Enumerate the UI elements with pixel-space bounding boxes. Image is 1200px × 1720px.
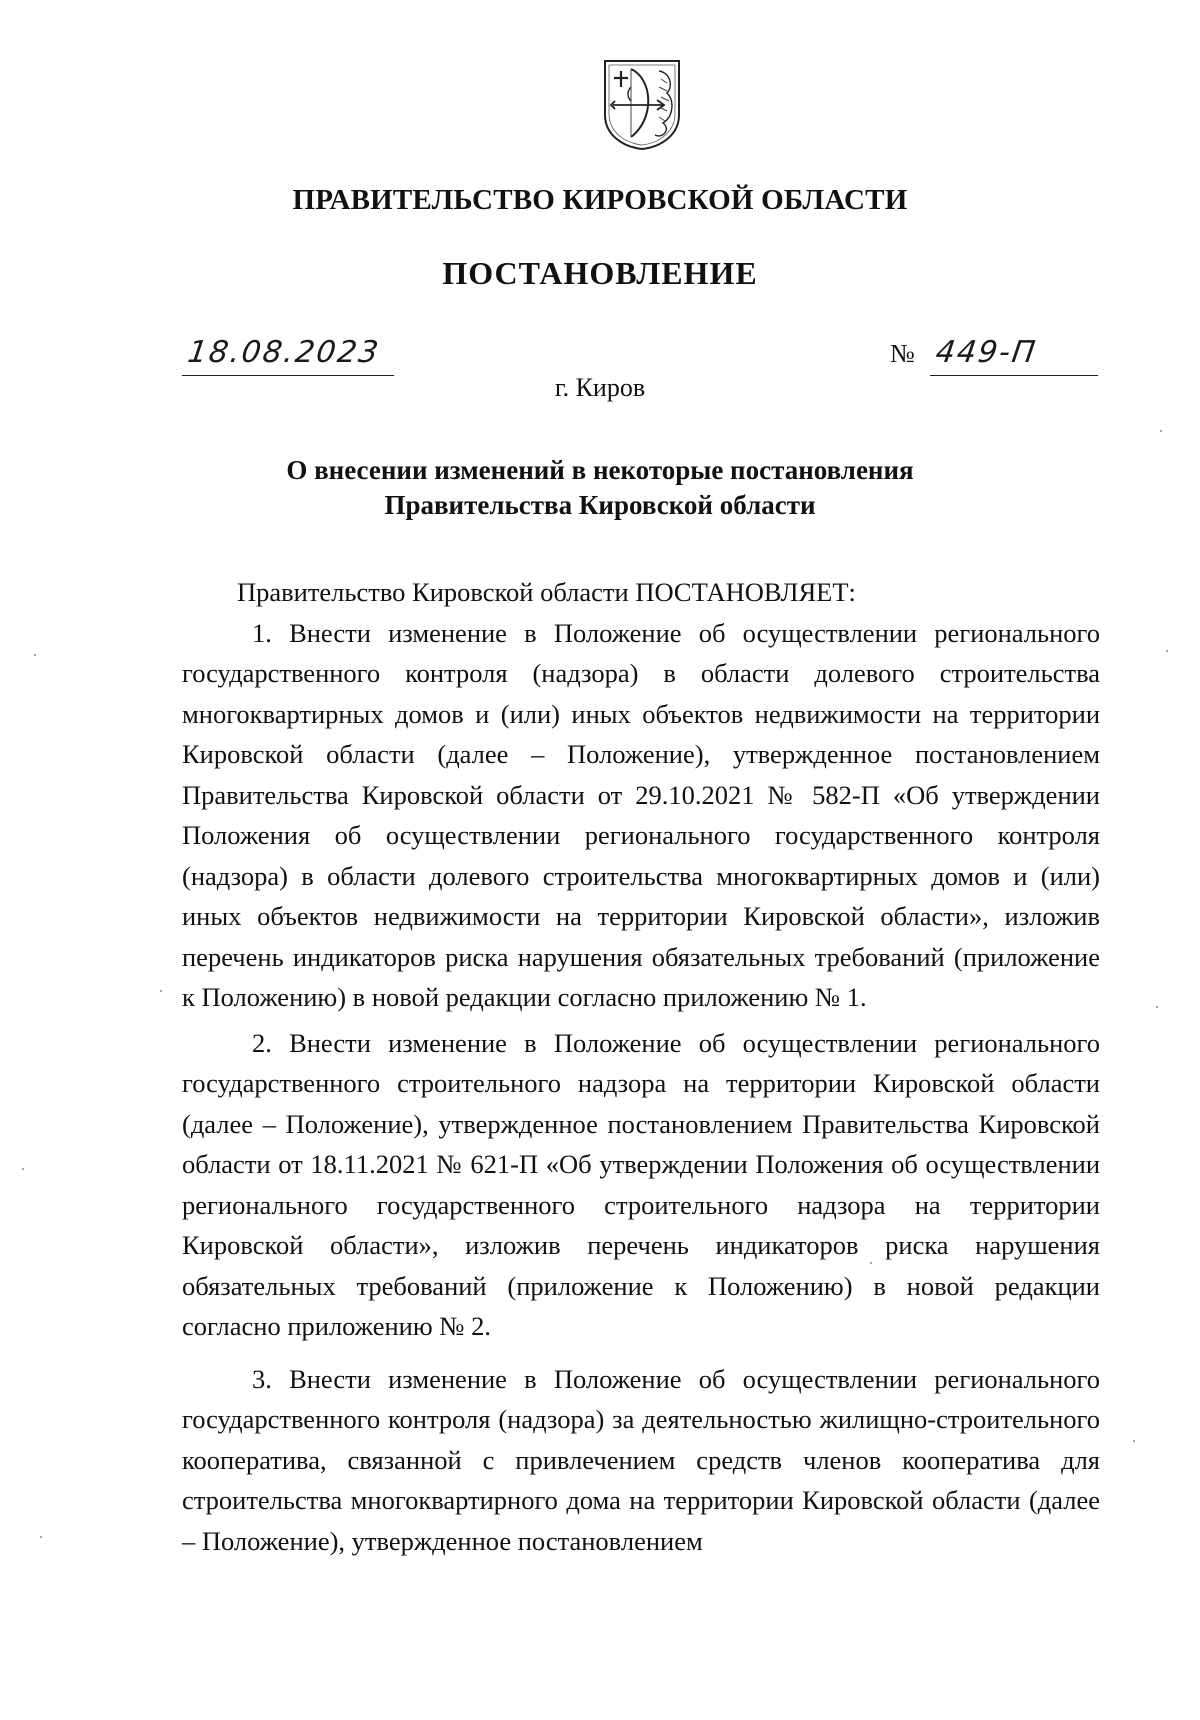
document-subject [0, 453, 1200, 523]
paragraph-item-1: 1. Внести изменение в Положение об осуществлении регионального государственного контроля (надзора) в области долевого строительства многоквартирных домов и (или) иных объектов недвижимости на территории Кировской области (далее – Положение), утвержденное постановлением Правительства Кировской области от 29.10.2021 № 582-П «Об утверждении Положения об осуществлении регионального государственного контроля (надзора) в области долевого строительства многоквартирных домов и (или) иных объектов недвижимости на территории Кировской области», изложив перечень индикаторов риска нарушения обязательных требований (приложение к Положению) в новой редакции согласно приложению № 1. [182, 617, 1100, 1012]
number-sign: № [890, 339, 915, 368]
subject-line-1: О внесении изменений в некоторые постановления [286, 455, 914, 485]
preamble-paragraph: Правительство Кировской области ПОСТАНОВЛЯЕТ: [237, 577, 856, 607]
document-date: 18.08.2023 [185, 335, 383, 370]
subject-line-2: Правительства Кировской области [384, 490, 816, 520]
coat-of-arms-emblem [601, 57, 683, 151]
paragraph-item-3: 3. Внести изменение в Положение об осуществлении регионального государственного контроля (надзора) за деятельностью жилищно-строительного кооператива, связанной с привлечением средств членов кооператива для строительства многоквартирного дома на территории Кировской области (далее – Положение), утвержденное постановлением [182, 1363, 1100, 1556]
document-type-title: ПОСТАНОВЛЕНИЕ [442, 255, 758, 291]
city-label: г. Киров [554, 373, 646, 402]
document-date-field [182, 335, 394, 376]
document-number-field [890, 335, 1100, 375]
document-number-line [930, 335, 1098, 376]
organization-title: ПРАВИТЕЛЬСТВО КИРОВСКОЙ ОБЛАСТИ [292, 184, 908, 216]
paragraph-item-2: 2. Внести изменение в Положение об осуществлении регионального государственного строительного надзора на территории Кировской области (далее – Положение), утвержденное постановлением Правительства Кировской области от 18.11.2021 № 621-П «Об утверждении Положения об осуществлении регионального государственного строительного надзора на территории Кировской области», изложив перечень индикаторов риска нарушения обязательных требований (приложение к Положению) в новой редакции согласно приложению № 2. [182, 1027, 1100, 1341]
document-number: 449-П [933, 335, 1040, 370]
document-body [182, 572, 1100, 1561]
